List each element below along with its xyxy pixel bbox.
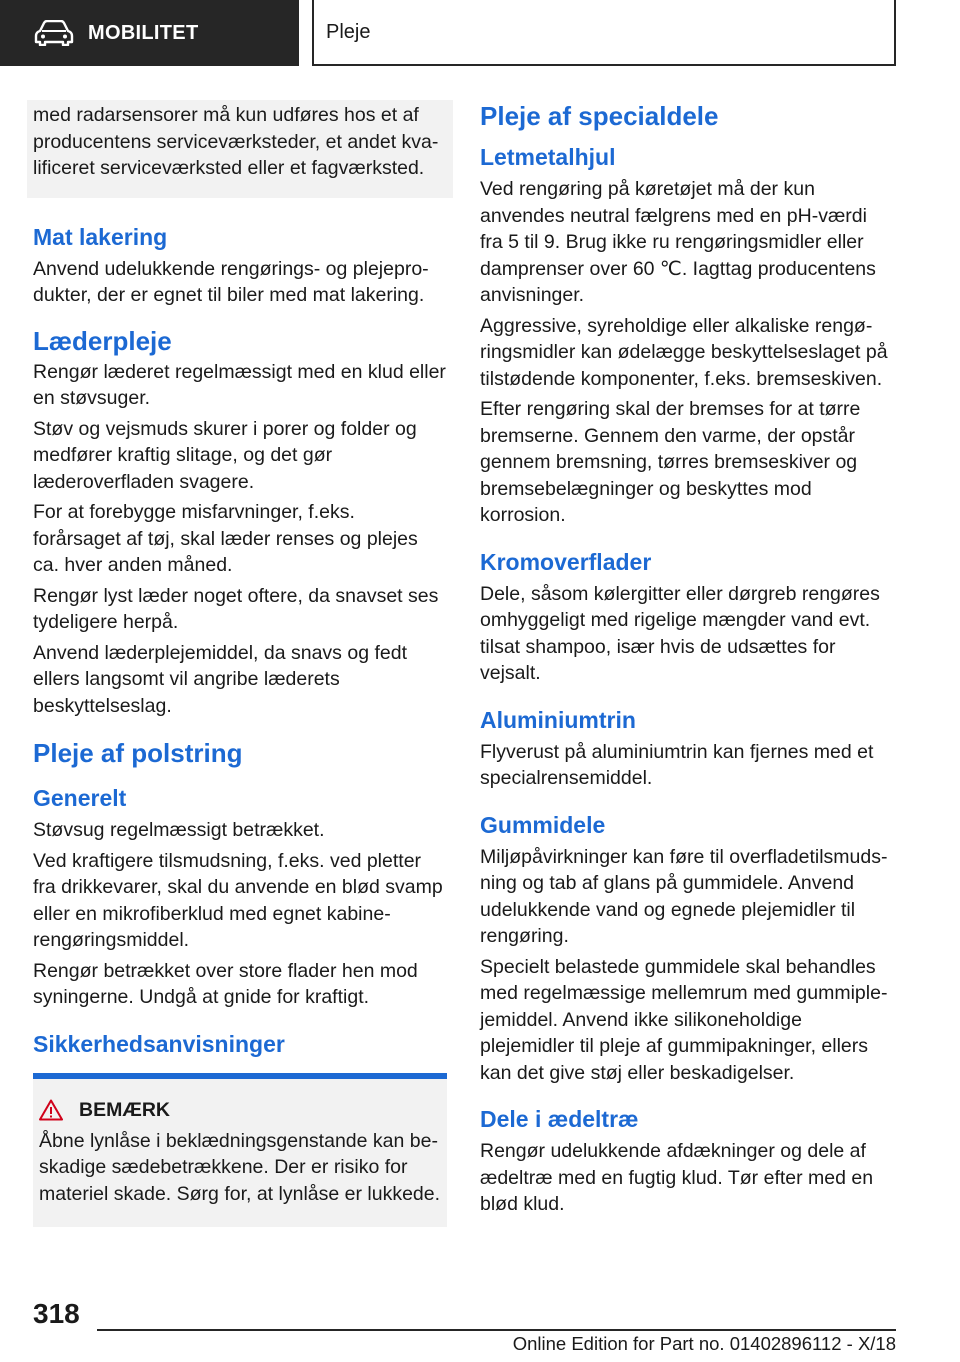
- right-column: [480, 100, 894, 1222]
- heading-mat-lakering: Mat lakering: [33, 223, 168, 250]
- warning-label: BEMÆRK: [79, 1098, 170, 1121]
- paragraph: Rengør læderet regelmæssigt med en klud eller en støvsuger.: [33, 360, 446, 409]
- paragraph: Efter rengøring skal der bremses for at tørre bremserne. Gennem den varme, der opstår gennem bremsning, tørres bremseskiver og bremsebelægninger og beskyttes mod korrosion.: [480, 398, 861, 526]
- paragraph: Miljøpåvirkninger kan føre til overfladetilsmudsning og tab af glans på gummidele. Anvend udelukkende vand og egnede plejemidler til rengøring.: [480, 845, 888, 947]
- paragraph: Flyverust på aluminiumtrin kan fjernes med et specialrensemiddel.: [480, 740, 874, 789]
- paragraph: Dele, såsom kølergitter eller dørgreb rengøres omhyggeligt med rigelige mængder vand evt. tilsat shampoo, især hvis de udsættes for vejsalt.: [480, 582, 880, 684]
- paragraph: Aggressive, syreholdige eller alkaliske rengøringsmidler kan ødelægge beskyttelseslaget på tilstødende komponenter, f.eks. bremseskiven.: [480, 314, 888, 390]
- paragraph: Støvsug regelmæssigt betrækket.: [33, 819, 325, 841]
- page-number: 318: [33, 1298, 80, 1329]
- chapter-label: MOBILITET: [88, 21, 199, 44]
- paragraph: Ved rengøring på køretøjet må der kun anvendes neutral fælgrens med en pH-værdi fra 5 til 9. Brug ikke ru rengøringsmidler eller damprenser over 60 ℃. Iagttag producentens anvisninger.: [480, 178, 876, 306]
- heading-pleje-af-polstring: Pleje af polstring: [33, 738, 243, 768]
- warning-title: [39, 1099, 441, 1122]
- heading-sikkerhedsanvisninger: Sikkerhedsanvisninger: [33, 1030, 285, 1057]
- intro-box: [27, 100, 453, 198]
- paragraph: Rengør lyst læder noget oftere, da snavset ses tydeligere herpå.: [33, 584, 439, 633]
- heading-laederpleje: Læderpleje: [33, 325, 172, 356]
- heading-generelt: Generelt: [33, 785, 127, 811]
- footer-divider: [97, 1329, 896, 1331]
- heading-aluminiumtrin: Aluminiumtrin: [480, 706, 636, 733]
- paragraph: Ved kraftigere tilsmudsning, f.eks. ved pletter fra drikkevarer, skal du anvende en blød svamp eller en mikrofiberklud med egnet kabine-rengøringsmiddel.: [33, 849, 443, 951]
- left-column: [33, 100, 447, 1227]
- heading-kromoverflader: Kromoverflader: [480, 548, 652, 575]
- heading-dele-i-aedeltrae: Dele i ædeltræ: [480, 1106, 639, 1132]
- paragraph: Rengør betrækket over store flader hen mod syningerne. Undgå at gnide for kraftigt.: [33, 959, 418, 1008]
- heading-pleje-af-specialdele: Pleje af specialdele: [480, 101, 719, 131]
- warning-box: [33, 1079, 447, 1228]
- section-title: Pleje: [326, 20, 371, 43]
- car-icon: [34, 20, 74, 46]
- heading-gummidele: Gummidele: [480, 811, 606, 838]
- paragraph: Anvend udelukkende rengørings- og plejeprodukter, der er egnet til biler med mat lakering.: [33, 257, 429, 306]
- edition-footer: Online Edition for Part no. 01402896112 - X/18: [512, 1333, 896, 1354]
- warning-icon: [39, 1099, 63, 1121]
- chapter-tab[interactable]: [0, 0, 299, 66]
- intro-text: med radarsensorer må kun udføres hos et af producentens serviceværksteder, et andet kvalificeret serviceværksted eller et fagværksted.: [33, 104, 439, 179]
- paragraph: Støv og vejsmuds skurer i porer og folder og medfører kraftig slitage, og det gør læderoverfladen svagere.: [33, 417, 417, 493]
- paragraph: Anvend læderplejemiddel, da snavs og fedt ellers langsomt vil angribe læderets beskyttelseslag.: [33, 641, 407, 717]
- paragraph: For at forebygge misfarvninger, f.eks. forårsaget af tøj, skal læder renses og plejes ca. hver anden måned.: [33, 501, 418, 576]
- paragraph: Specielt belastede gummidele skal behandles med regelmæssige mellemrum med gummiplejemiddel. Anvend ikke silikoneholdige plejemidler til pleje af gummipakninger, ellers kan det give støj eller beskadigelser.: [480, 955, 888, 1084]
- section-header: [312, 0, 896, 66]
- heading-letmetalhjul: Letmetalhjul: [480, 144, 616, 170]
- warning-text: Åbne lynlåse i beklædningsgenstande kan beskadige sædebetrækkene. Der er risiko for materiel skade. Sørg for, at lynlåse er lukkede.: [39, 1129, 441, 1205]
- paragraph: Rengør udelukkende afdækninger og dele af ædeltræ med en fugtig klud. Tør efter med en blød klud.: [480, 1140, 874, 1215]
